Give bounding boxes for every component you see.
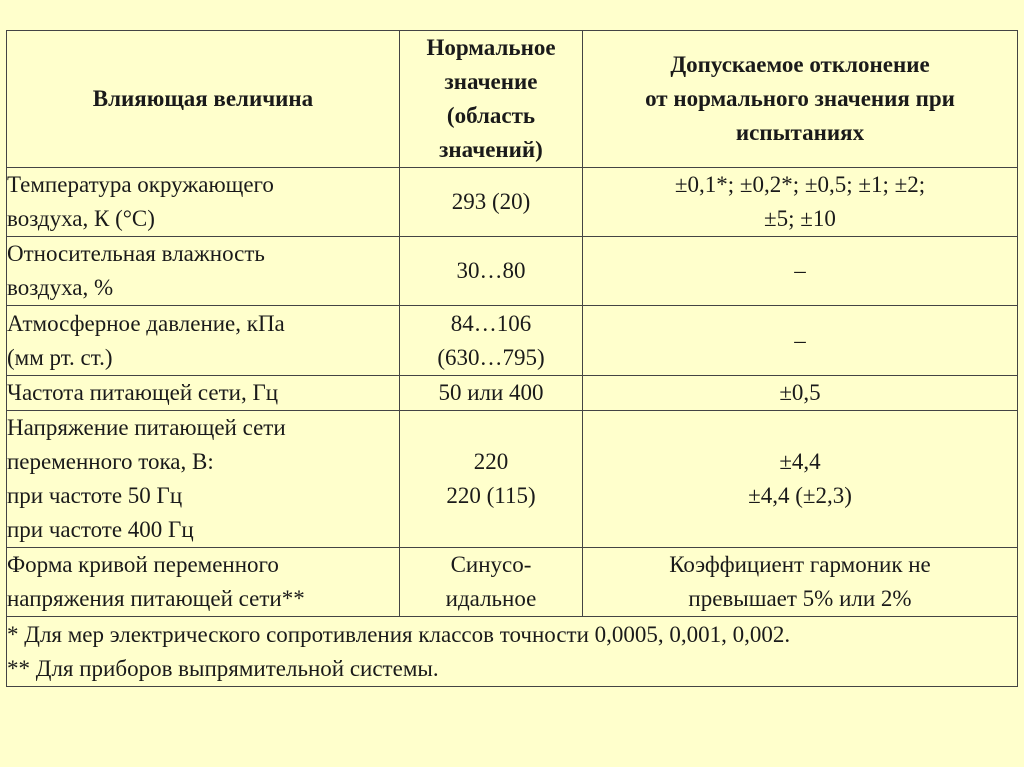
table-row-frequency — [7, 376, 1018, 411]
header-line: испытаниях — [735, 120, 865, 145]
deviation-cell — [583, 168, 1018, 237]
table-row-humidity — [7, 237, 1018, 306]
normal-value-cell — [400, 168, 583, 237]
normal-value-cell — [400, 548, 583, 617]
deviation-cell — [583, 306, 1018, 376]
header-line: от нормального значения при — [645, 86, 955, 111]
deviation-line: ±4,4 (±2,3) — [748, 483, 852, 508]
header-line: Влияющая величина — [92, 86, 314, 111]
normal-line: 30…80 — [456, 258, 526, 283]
deviation-cell — [583, 237, 1018, 306]
normal-line: 84…106 — [450, 310, 532, 336]
param-line: Температура окружающего — [7, 172, 274, 197]
param-cell — [7, 411, 400, 548]
param-cell — [7, 376, 400, 411]
param-cell — [7, 168, 400, 237]
deviation-line: Коэффициент гармоник не — [669, 552, 931, 577]
param-line: Форма кривой переменного — [7, 552, 279, 577]
deviation-line: ±5; ±10 — [764, 206, 836, 231]
header-line: (область — [446, 103, 536, 128]
normal-line: идальное — [445, 586, 537, 611]
param-line: Относительная влажность — [7, 241, 265, 266]
deviation-line: ±0,5 — [779, 380, 821, 405]
param-line: Напряжение питающей сети — [7, 415, 286, 440]
normal-line: Синусо- — [450, 552, 532, 577]
normal-line: 220 — [473, 449, 509, 474]
param-line: при частоте 50 Гц — [7, 483, 183, 508]
normal-value-cell — [400, 306, 583, 376]
header-line: значений) — [439, 137, 543, 162]
footnote: ** Для приборов выпрямительной системы. — [7, 655, 439, 681]
param-cell — [7, 306, 400, 376]
param-cell — [7, 237, 400, 306]
normal-value-cell — [400, 376, 583, 411]
header-line: Допускаемое отклонение — [670, 52, 930, 77]
table-header-row — [7, 31, 1018, 168]
influence-quantities-table — [6, 30, 1018, 687]
deviation-line: – — [794, 327, 806, 353]
normal-line: 293 (20) — [451, 189, 531, 214]
table-row-voltage — [7, 411, 1018, 548]
table-row-pressure — [7, 306, 1018, 376]
header-normal-value — [400, 31, 583, 168]
normal-line: 220 (115) — [446, 483, 536, 508]
table-row-waveform — [7, 548, 1018, 617]
deviation-cell — [583, 548, 1018, 617]
table-row-footnotes — [7, 617, 1018, 687]
header-influence-quantity — [7, 31, 400, 168]
header-allowed-deviation — [583, 31, 1018, 168]
deviation-line: – — [794, 258, 806, 283]
normal-line: 50 или 400 — [438, 380, 544, 405]
header-line: значение — [444, 69, 538, 94]
param-line: переменного тока, В: — [7, 449, 214, 474]
header-line: Нормальное — [426, 35, 556, 60]
footnote: * Для мер электрического сопротивления классов точности 0,0005, 0,001, 0,002. — [7, 621, 791, 647]
deviation-cell — [583, 411, 1018, 548]
param-line: (мм рт. ст.) — [7, 344, 113, 370]
param-line: Атмосферное давление, кПа — [7, 310, 285, 336]
param-cell — [7, 548, 400, 617]
param-line: при частоте 400 Гц — [7, 517, 194, 542]
normal-value-cell — [400, 237, 583, 306]
deviation-line: ±4,4 — [779, 449, 821, 474]
param-line: воздуха, К (°С) — [7, 206, 155, 231]
normal-value-cell — [400, 411, 583, 548]
deviation-line: ±0,1*; ±0,2*; ±0,5; ±1; ±2; — [674, 172, 926, 197]
normal-line: (630…795) — [437, 344, 545, 370]
param-line: Частота питающей сети, Гц — [7, 380, 279, 405]
deviation-line: превышает 5% или 2% — [688, 586, 912, 611]
param-line: напряжения питающей сети** — [7, 586, 305, 611]
footnotes-cell — [7, 617, 1018, 687]
deviation-cell — [583, 376, 1018, 411]
param-line: воздуха, % — [7, 275, 114, 300]
table-row-temperature — [7, 168, 1018, 237]
